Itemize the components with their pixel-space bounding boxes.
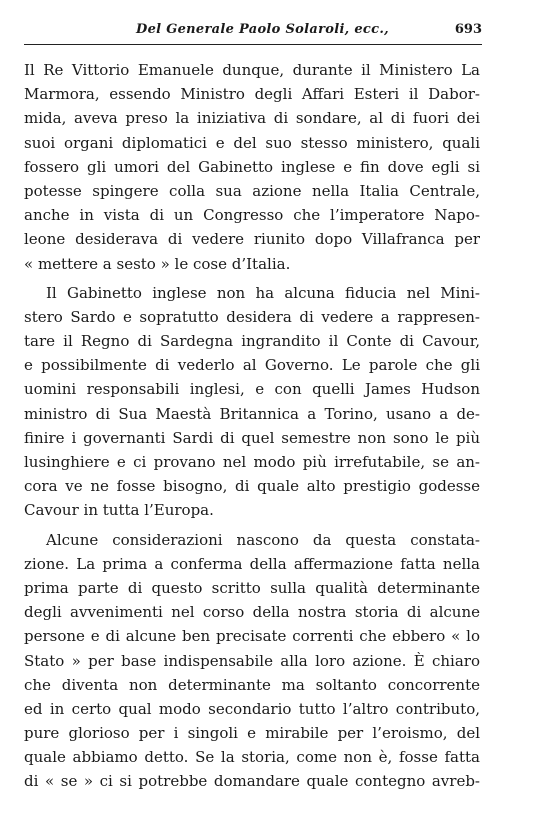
text-line: Stato » per base indispensabile alla loro azione. È chiaro: [24, 651, 480, 670]
text-line: degli avvenimenti nel corso della nostra storia di alcune: [24, 603, 480, 622]
page-header: [24, 17, 482, 45]
text-line: ministro di Sua Maestà Britannica a Torino, usano a de-: [24, 404, 480, 423]
text-line: « mettere a sesto » le cose d’Italia.: [24, 254, 291, 273]
text-line: Marmora, essendo Ministro degli Affari Esteri il Dabor-: [24, 85, 480, 104]
header-rule: [24, 44, 482, 45]
body-text: [24, 58, 480, 794]
text-line: fossero gli umori del Gabinetto inglese e fin dove egli si: [24, 157, 480, 176]
paragraph: [24, 281, 480, 523]
text-line: leone desiderava di vedere riunito dopo Villafranca per: [24, 230, 480, 249]
text-line: lusinghiere e ci provano nel modo più irrefutabile, se an-: [24, 453, 480, 471]
text-line: Il Re Vittorio Emanuele dunque, durante il Ministero La: [24, 61, 480, 79]
text-line: che diventa non determinante ma soltanto concorrente: [24, 675, 480, 694]
text-line: zione. La prima a conferma della affermazione fatta nella: [24, 554, 480, 573]
running-title: Del Generale Paolo Solaroli, ecc.,: [136, 22, 389, 37]
text-line: potesse spingere colla sua azione nella Italia Centrale,: [24, 181, 480, 200]
text-line: Il Gabinetto inglese non ha alcuna fiducia nel Mini-: [46, 283, 480, 302]
text-line: cora ve ne fosse bisogno, di quale alto prestigio godesse: [24, 477, 480, 496]
text-line: e possibilmente di vederlo al Governo. Le parole che gli: [24, 356, 480, 375]
paragraph: [24, 528, 480, 794]
page-number: 693: [454, 22, 482, 37]
text-line: di « se » ci si potrebbe domandare quale contegno avreb-: [24, 772, 480, 791]
text-line: prima parte di questo scritto sulla qualità determinante: [24, 578, 480, 597]
paragraph: [24, 58, 480, 276]
text-line: pure glorioso per i singoli e mirabile per l’eroismo, del: [24, 724, 480, 743]
text-line: ed in certo qual modo secondario tutto l’altro contributo,: [24, 699, 480, 718]
text-line: anche in vista di un Congresso che l’imperatore Napo-: [24, 206, 480, 225]
text-line: tare il Regno di Sardegna ingrandito il Conte di Cavour,: [24, 332, 480, 351]
text-line: uomini responsabili inglesi, e con quelli James Hudson: [24, 380, 480, 399]
text-line: persone e di alcune ben precisate correnti che ebbero « lo: [24, 627, 480, 646]
text-line: mida, aveva preso la iniziativa di sondare, al di fuori dei: [24, 109, 480, 128]
text-line: Cavour in tutta l’Europa.: [24, 501, 214, 520]
text-line: Alcune considerazioni nascono da questa constata-: [46, 530, 480, 549]
text-line: stero Sardo e sopratutto desidera di vedere a rappresen-: [24, 307, 480, 326]
text-line: quale abbiamo detto. Se la storia, come non è, fosse fatta: [24, 748, 480, 767]
text-line: finire i governanti Sardi di quel semestre non sono le più: [24, 428, 480, 447]
text-line: suoi organi diplomatici e del suo stesso ministero, quali: [24, 133, 480, 152]
